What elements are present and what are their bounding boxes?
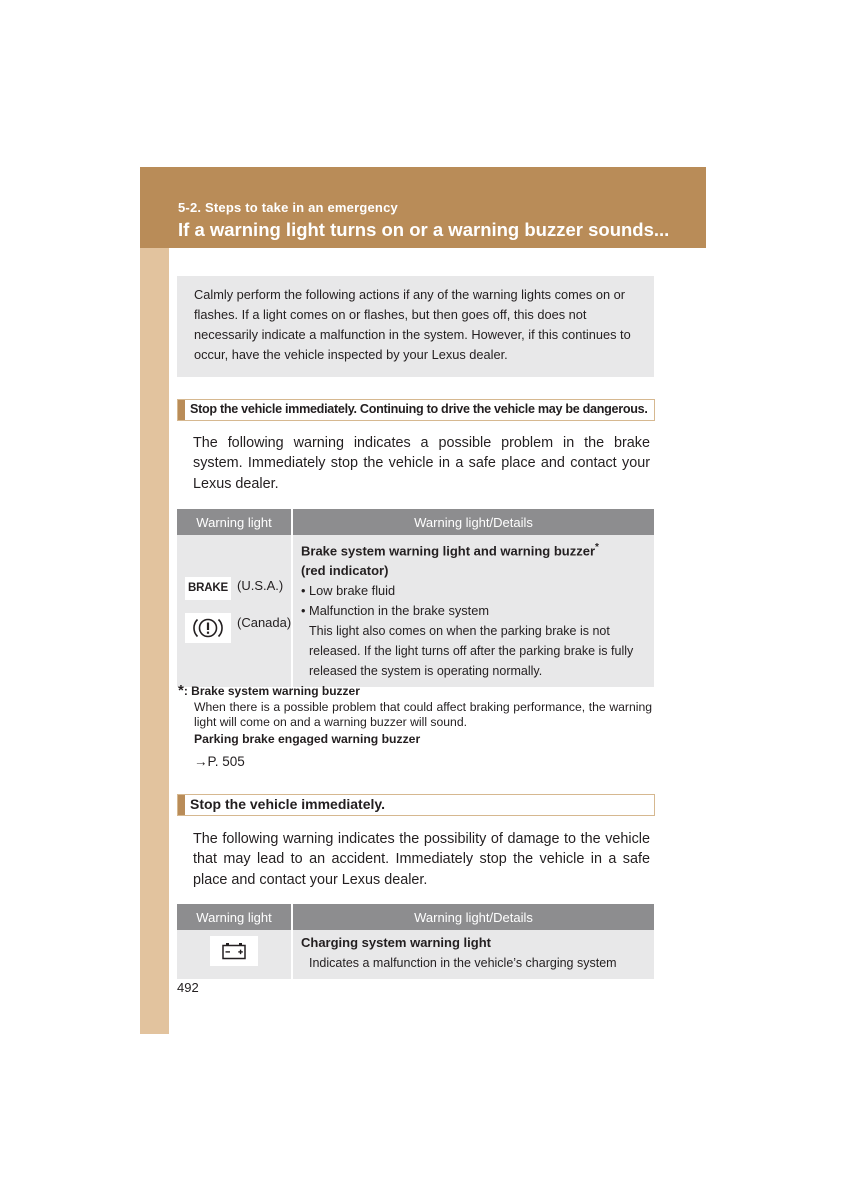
table-header-row <box>177 904 654 930</box>
detail-note: Indicates a malfunction in the vehicle’s charging system <box>309 956 617 970</box>
brake-exclamation-icon <box>185 613 231 643</box>
warning-details-cell <box>292 535 654 687</box>
section-heading-text: Stop the vehicle immediately. <box>190 796 386 812</box>
column-header: Warning light/Details <box>292 509 654 535</box>
brake-icon-text: BRAKE <box>188 582 228 594</box>
section-paragraph: The following warning indicates the possibility of damage to the vehicle that may lead to an accident. Immediately stop the vehicle in a safe place and contact your Lexus dealer. <box>193 831 650 888</box>
detail-subtitle: (red indicator) <box>301 563 389 579</box>
page-number: 492 <box>177 980 199 995</box>
footnote-text: When there is a possible problem that could affect braking performance, the warning light will come on and a warning buzzer will sound. <box>194 700 652 729</box>
warning-table-charging <box>177 904 654 979</box>
detail-title: Charging system warning light <box>301 935 491 950</box>
section-heading-text: Stop the vehicle immediately. Continuing to drive the vehicle may be dangerous. <box>190 402 648 416</box>
region-label-usa: (U.S.A.) <box>237 578 284 593</box>
footnote-label <box>178 682 652 700</box>
footnote-mark: * <box>595 542 599 553</box>
section-paragraph: The following warning indicates a possible problem in the brake system. Immediately stop the vehicle in a safe place and contact your Lexus dealer. <box>193 435 650 492</box>
section-heading-brake <box>177 399 655 421</box>
warning-light-cell <box>177 535 292 687</box>
detail-title-text: Brake system warning light and warning buzzer <box>301 543 596 559</box>
table-row <box>177 930 654 979</box>
warning-table-brake <box>177 509 654 687</box>
intro-text: Calmly perform the following actions if any of the warning lights comes on or flashes. If a light comes on or flashes, but then goes off, this does not necessarily indicate a malfunction in the system. However, if this continues to occur, have the vehicle inspected by your Lexus dealer. <box>194 287 631 362</box>
footnote-label-text: : Brake system warning buzzer <box>183 684 360 698</box>
column-header: Warning light/Details <box>292 904 654 930</box>
region-label-canada: (Canada) <box>237 615 292 630</box>
detail-note: This light also comes on when the parking brake is not <box>309 624 610 639</box>
warning-details-cell <box>292 930 654 979</box>
intro-box <box>177 276 654 377</box>
sidebar-tab <box>140 248 169 1034</box>
footnote <box>178 682 652 769</box>
battery-icon <box>210 936 258 966</box>
warning-light-cell <box>177 930 292 979</box>
footnote-label-2: Parking brake engaged warning buzzer <box>194 732 421 746</box>
footnote-mark: * <box>178 682 184 699</box>
detail-item: • Low brake fluid <box>301 583 396 599</box>
table-header-row <box>177 509 654 535</box>
heading-accent <box>178 795 185 815</box>
page-reference-link[interactable]: →P. 505 <box>194 754 245 769</box>
detail-item: • Malfunction in the brake system <box>301 603 489 619</box>
column-header: Warning light <box>177 904 292 930</box>
page-header <box>140 167 706 248</box>
section-heading-stop <box>177 794 655 816</box>
detail-title <box>301 538 648 561</box>
section-label: 5-2. Steps to take in an emergency <box>178 200 398 215</box>
column-header: Warning light <box>177 509 292 535</box>
brake-warning-icon <box>185 577 231 600</box>
detail-note: released the system is operating normally. <box>309 664 543 679</box>
heading-accent <box>178 400 185 420</box>
table-row <box>177 535 654 687</box>
detail-note: released. If the light turns off after the parking brake is fully <box>309 644 634 659</box>
page-title: If a warning light turns on or a warning buzzer sounds... <box>178 219 670 240</box>
